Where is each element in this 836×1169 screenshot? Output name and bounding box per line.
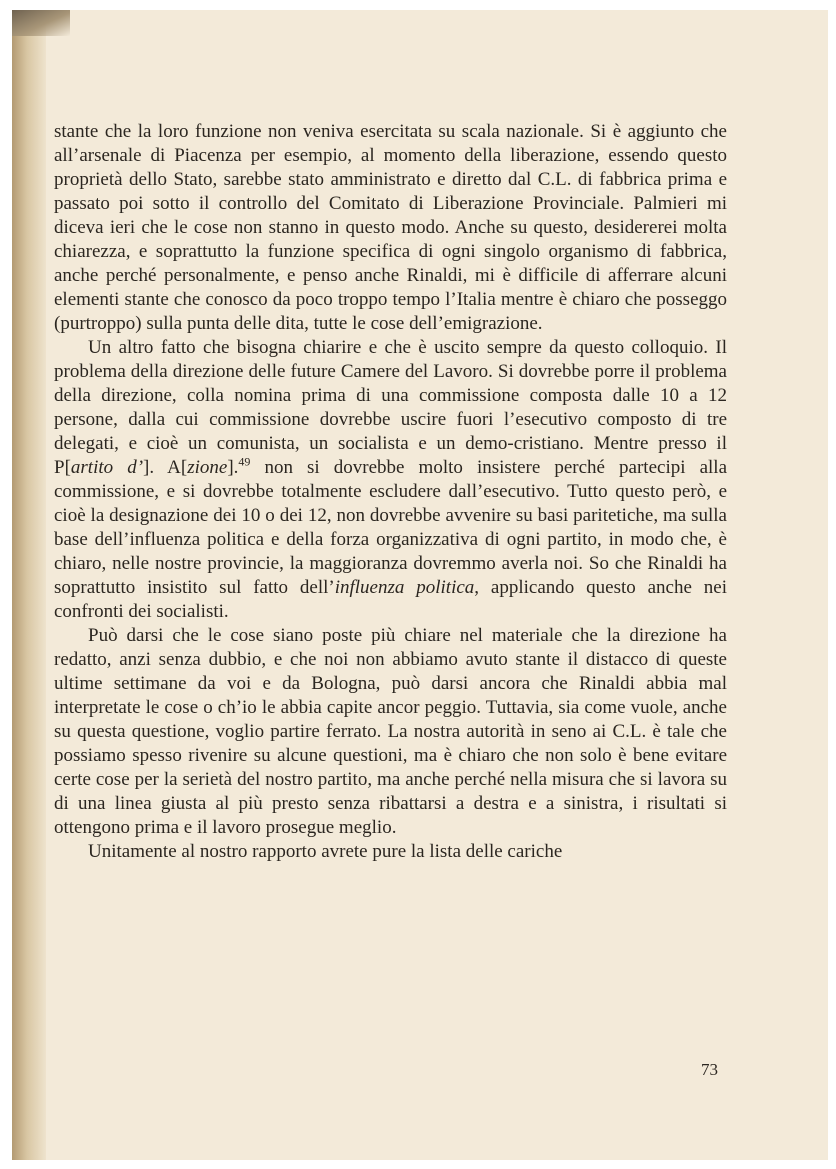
footnote-reference: 49 <box>238 454 251 469</box>
text-run: Può darsi che le cose siano poste più chiare nel materiale che la direzione ha redatto, anzi senza dubbio, e che noi non abbiamo avuto stante il distacco di queste ultime settimane da voi e da Bologna, può darsi ancora che Rinaldi abbia mal interpretate le cose o ch’io le abbia capite ancor peggio. Tuttavia, sia come vuole, anche su questa questione, voglio partire ferrato. La nostra autorità in seno ai C.L. è tale che possiamo spesso rivenire su alcune questioni, ma è chiaro che non solo è bene evitare certe cose per la serietà del nostro partito, ma anche perché nella misura che si lavora su di una linea giusta al più presto senza ribattarsi a destra e a sinistra, i risultati si ottengono prima e il lavoro prosegue meglio. <box>54 625 727 838</box>
page-corner-shadow <box>12 10 70 36</box>
paragraph <box>54 120 727 336</box>
scanned-page <box>12 10 828 1160</box>
text-run: ]. <box>227 457 239 478</box>
italic-text: influenza politica <box>334 577 475 598</box>
text-run: ]. A[ <box>143 457 188 478</box>
text-run: stante che la loro funzione non veniva esercitata su scala nazionale. Si è aggiunto che all’arsenale di Piacenza per esempio, al momento della liberazione, essendo questo proprietà dello Stato, sarebbe stato amministrato e diretto dal C.L. di fabbrica prima e passato poi sotto il controllo del Comitato di Liberazione Provinciale. Palmieri mi diceva ieri che le cose non stanno in questo modo. Anche su questo, desidererei molta chiarezza, e soprattutto la funzione specifica di ogni singolo organismo di fabbrica, anche perché personalmente, e penso anche Rinaldi, mi è difficile di afferrare alcuni elementi stante che conosco da poco troppo tempo l’Italia mentre è chiaro che posseggo (purtroppo) sulla punta delle dita, tutte le cose dell’emigrazione. <box>54 121 727 334</box>
text-run: , applicando questo anche nei confronti dei socialisti. <box>54 577 727 622</box>
italic-text: artito d’ <box>70 457 144 478</box>
body-text <box>54 120 727 864</box>
italic-text: zione <box>187 457 228 478</box>
page-number: 73 <box>701 1060 718 1079</box>
paragraph <box>54 624 727 840</box>
paragraph <box>54 840 727 864</box>
paragraph <box>54 336 727 624</box>
book-spine-shadow <box>12 10 46 1160</box>
text-run: Un altro fatto che bisogna chiarire e che è uscito sempre da questo colloquio. Il problema della direzione delle future Camere del Lavoro. Si dovrebbe porre il problema della direzione, colla nomina prima di una commissione composta dalle 10 a 12 persone, dalla cui commissione dovrebbe uscire fuori l’esecutivo composto di tre delegati, e cioè un comunista, un socialista e un demo-cristiano. Mentre presso il P[ <box>54 337 727 478</box>
text-run: non si dovrebbe molto insistere perché partecipi alla commissione, e si dovrebbe totalmente escludere dall’esecutivo. Tutto questo però, e cioè la designazione dei 10 o dei 12, non dovrebbe avvenire su basi paritetiche, ma sulla base dell’influenza politica e della forza organizzativa di ogni partito, in modo che, è chiaro, nelle nostre provincie, la maggioranza dovremmo averla noi. So che Rinaldi ha soprattutto insistito sul fatto dell’ <box>54 457 727 598</box>
text-run: Unitamente al nostro rapporto avrete pure la lista delle cariche <box>88 841 563 862</box>
